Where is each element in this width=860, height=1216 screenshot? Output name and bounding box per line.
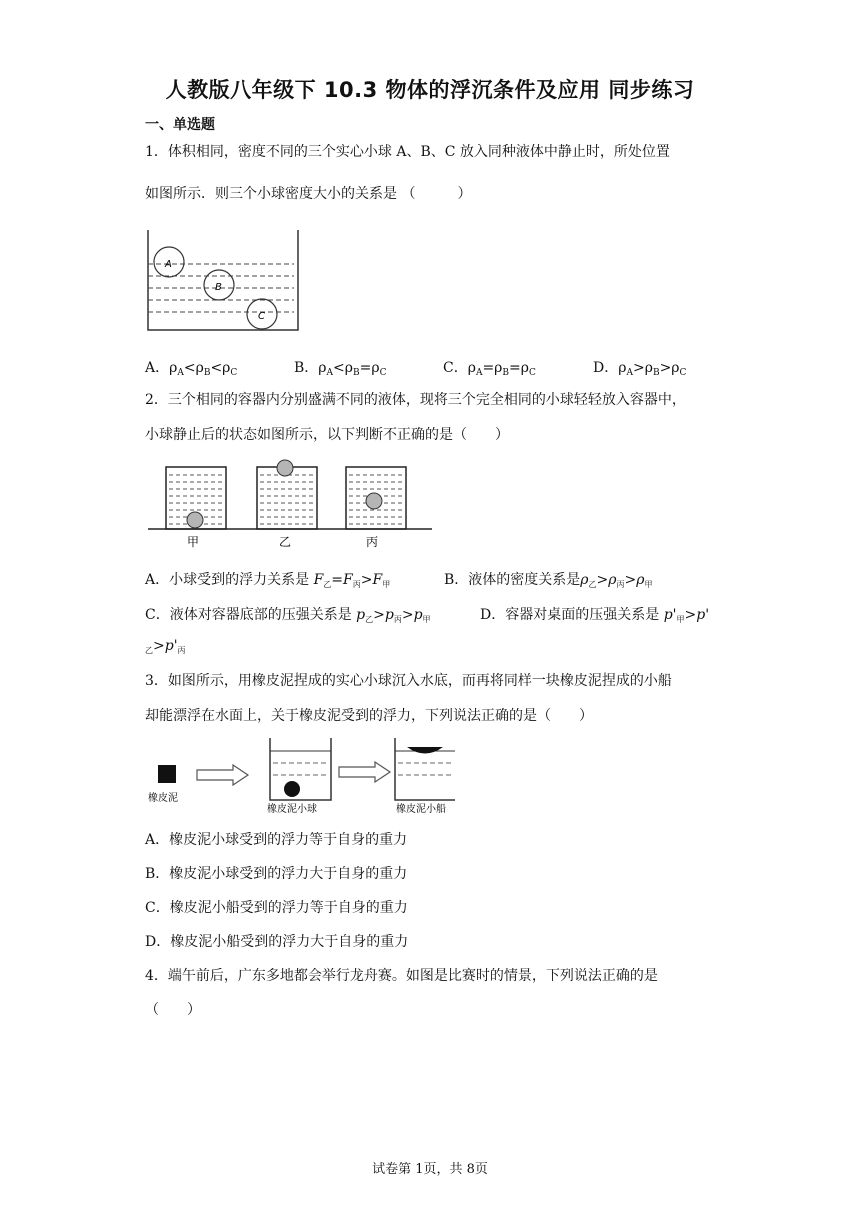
q3-option-a[interactable]: A．橡皮泥小球受到的浮力等于自身的重力 <box>145 832 408 848</box>
arrow-right-icon <box>197 765 248 785</box>
section-heading: 一、单选题 <box>145 117 215 133</box>
clay-block <box>158 765 176 783</box>
q2-figure <box>146 456 436 552</box>
ball-b-label: B <box>215 282 222 293</box>
q4-line1: 4．端午前后，广东多地都会举行龙舟赛。如图是比赛时的情景，下列说法正确的是 <box>145 968 658 984</box>
q3-option-b[interactable]: B．橡皮泥小球受到的浮力大于自身的重力 <box>145 866 408 882</box>
label-clay-ball: 橡皮泥小球 <box>267 804 317 815</box>
page-footer: 试卷第 1页，共 8页 <box>372 1162 488 1177</box>
page-title: 人教版八年级下 10.3 物体的浮沉条件及应用 同步练习 <box>165 78 695 102</box>
q2-line2: 小球静止后的状态如图所示，以下判断不正确的是（ ） <box>145 427 509 443</box>
container-yi <box>257 460 317 529</box>
q3-option-c[interactable]: C．橡皮泥小船受到的浮力等于自身的重力 <box>145 900 408 916</box>
q1-option-c[interactable]: C．$\rho_A=\rho_B=\rho_C$ <box>443 360 536 378</box>
q2-line1: 2．三个相同的容器内分别盛满不同的液体，现将三个完全相同的小球轻轻放入容器中， <box>145 392 686 408</box>
label-yi: 乙 <box>279 535 292 549</box>
q3-figure <box>145 734 455 816</box>
container-bing <box>346 467 406 529</box>
q1-line2: 如图所示．则三个小球密度大小的关系是 （ ） <box>145 186 472 202</box>
q1-option-a[interactable]: A．$\rho_A<\rho_B<\rho_C$ <box>145 360 238 378</box>
ball-c-label: C <box>258 311 265 322</box>
q1-option-b[interactable]: B．$\rho_A<\rho_B=\rho_C$ <box>294 360 387 378</box>
label-bing: 丙 <box>366 535 379 549</box>
q2-option-c[interactable]: C．液体对容器底部的压强关系是 $p_乙>p_丙>p_甲$ <box>145 607 431 624</box>
label-clay-boat: 橡皮泥小船 <box>396 804 446 815</box>
beaker-boat <box>395 738 455 800</box>
q2-option-b[interactable]: B．液体的密度关系是$\rho_乙>\rho_丙>\rho_甲$ <box>444 572 653 589</box>
q3-option-d[interactable]: D．橡皮泥小船受到的浮力大于自身的重力 <box>145 934 409 950</box>
label-clay: 橡皮泥 <box>148 793 178 804</box>
q2-option-a[interactable]: A．小球受到的浮力关系是 $F_乙=F_丙>F_甲$ <box>145 572 391 589</box>
q2-option-d[interactable]: D．容器对桌面的压强关系是 $p'_甲>p'$ <box>480 607 710 624</box>
q1-line1: 1．体积相同，密度不同的三个实心小球 A、B、C 放入同种液体中静止时，所处位置 <box>145 144 670 160</box>
label-jia: 甲 <box>187 535 200 549</box>
container-jia <box>166 467 226 529</box>
q3-line1: 3．如图所示，用橡皮泥捏成的实心小球沉入水底，而再将同样一块橡皮泥捏成的小船 <box>145 673 672 689</box>
q2-option-d-cont: $_乙>p'_丙$ <box>145 638 186 655</box>
ball-a-label: A <box>165 259 172 270</box>
q3-line2: 却能漂浮在水面上，关于橡皮泥受到的浮力，下列说法正确的是（ ） <box>145 708 593 724</box>
q4-line2: （ ） <box>145 1002 201 1018</box>
beaker-ball <box>270 738 331 800</box>
q1-figure <box>146 228 302 334</box>
q1-option-d[interactable]: D．$\rho_A>\rho_B>\rho_C$ <box>593 360 687 378</box>
arrow-right-icon <box>339 762 390 782</box>
